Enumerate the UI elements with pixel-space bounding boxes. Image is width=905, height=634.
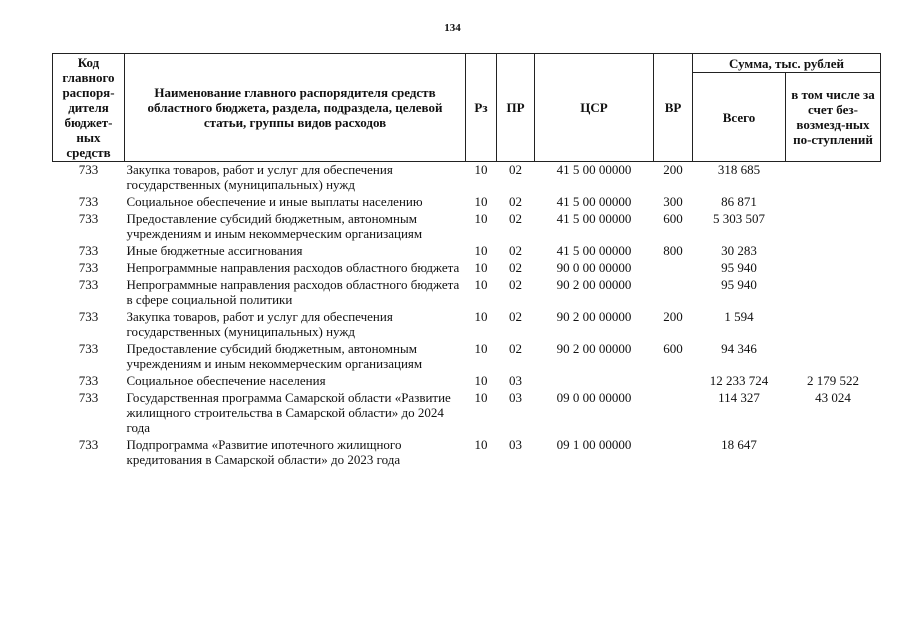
cell-free [786,243,881,260]
cell-rz: 10 [474,260,488,275]
budget-table [52,53,881,469]
cell-rz: 10 [474,277,488,292]
cell-vr [654,437,693,469]
table-row [53,309,881,341]
header-code: Код главного распоря-дителя бюджет-ных средств [53,54,125,162]
page-number: 134 [444,22,461,34]
cell-name: Подпрограмма «Развитие ипотечного жилищного кредитования в Самарской области» до 2023 года [126,437,402,467]
cell-code: 733 [78,341,99,356]
cell-code: 733 [78,437,99,452]
cell-free [786,260,881,277]
header-pr: ПР [497,54,535,162]
cell-free [786,277,881,309]
cell-csr: 41 5 00 00000 [556,162,632,177]
cell-csr: 90 2 00 00000 [556,341,632,356]
cell-pr: 03 [509,437,522,452]
cell-rz: 10 [474,341,488,356]
table-row [53,260,881,277]
cell-csr: 90 2 00 00000 [556,277,632,292]
cell-total: 95 940 [721,260,757,275]
header-sum: Сумма, тыс. рублей [693,54,881,73]
cell-total: 18 647 [721,437,757,452]
cell-pr: 02 [509,162,522,177]
cell-vr: 200 [663,309,683,324]
cell-free [786,309,881,341]
cell-free [786,211,881,243]
cell-code: 733 [78,277,99,292]
table-row [53,277,881,309]
cell-pr: 03 [509,373,522,388]
cell-pr: 02 [509,211,522,226]
cell-rz: 10 [474,162,488,177]
cell-name: Государственная программа Самарской области «Развитие жилищного строительства в Самарской области» до 2024 года [126,390,451,435]
cell-vr [654,390,693,437]
cell-rz: 10 [474,211,488,226]
cell-code: 733 [78,373,99,388]
header-free: в том числе за счет без-возмезд-ных по-ступлений [786,73,881,162]
cell-total: 30 283 [721,243,757,258]
table-row [53,211,881,243]
cell-name: Закупка товаров, работ и услуг для обеспечения государственных (муниципальных) нужд [126,162,393,192]
cell-vr [654,373,693,390]
cell-rz: 10 [474,309,488,324]
cell-pr: 02 [509,341,522,356]
cell-total: 86 871 [721,194,757,209]
header-vr: ВР [654,54,693,162]
header-total: Всего [693,73,786,162]
cell-rz: 10 [474,243,488,258]
cell-rz: 10 [474,437,488,452]
cell-free: 43 024 [815,390,851,405]
cell-pr: 02 [509,260,522,275]
cell-pr: 02 [509,277,522,292]
cell-name: Иные бюджетные ассигнования [126,243,303,258]
cell-vr: 200 [663,162,683,177]
cell-vr: 600 [663,211,683,226]
cell-code: 733 [78,194,99,209]
cell-vr: 600 [663,341,683,356]
cell-csr: 41 5 00 00000 [556,211,632,226]
cell-free [786,437,881,469]
cell-name: Закупка товаров, работ и услуг для обеспечения государственных (муниципальных) нужд [126,309,393,339]
cell-code: 733 [78,260,99,275]
cell-pr: 02 [509,243,522,258]
cell-csr: 09 0 00 00000 [556,390,632,405]
cell-csr [535,373,654,390]
cell-pr: 02 [509,194,522,209]
cell-total: 1 594 [724,309,754,324]
cell-free [786,341,881,373]
cell-name: Социальное обеспечение населения [126,373,326,388]
cell-name: Предоставление субсидий бюджетным, автономным учреждениям и иным некоммерческим организациям [126,341,423,371]
cell-csr: 41 5 00 00000 [556,243,632,258]
cell-name: Непрограммные направления расходов областного бюджета [126,260,460,275]
cell-total: 114 327 [718,390,760,405]
cell-rz: 10 [474,390,488,405]
header-rz: Рз [466,54,497,162]
table-row [53,243,881,260]
cell-free [786,162,881,195]
cell-pr: 02 [509,309,522,324]
cell-vr [654,277,693,309]
table-row [53,194,881,211]
cell-name: Непрограммные направления расходов областного бюджета в сфере социальной политики [126,277,460,307]
cell-name: Социальное обеспечение и иные выплаты населению [126,194,423,209]
cell-free: 2 179 522 [807,373,859,388]
cell-code: 733 [78,162,99,177]
table-row [53,341,881,373]
cell-total: 94 346 [721,341,757,356]
cell-rz: 10 [474,373,488,388]
cell-code: 733 [78,211,99,226]
cell-total: 318 685 [717,162,761,177]
cell-total: 5 303 507 [713,211,765,226]
cell-vr: 300 [663,194,683,209]
cell-free [786,194,881,211]
cell-code: 733 [78,309,99,324]
cell-vr: 800 [663,243,683,258]
cell-vr [654,260,693,277]
cell-code: 733 [78,243,99,258]
table-row [53,390,881,437]
cell-rz: 10 [474,194,488,209]
cell-csr: 41 5 00 00000 [556,194,632,209]
cell-code: 733 [78,390,99,405]
table-row [53,437,881,469]
header-csr: ЦСР [535,54,654,162]
cell-csr: 90 2 00 00000 [556,309,632,324]
cell-name: Предоставление субсидий бюджетным, автономным учреждениям и иным некоммерческим организациям [126,211,423,241]
cell-total: 95 940 [721,277,757,292]
table-header [53,54,881,162]
cell-pr: 03 [509,390,522,405]
table-body [53,162,881,470]
table-row [53,162,881,195]
table-row [53,373,881,390]
cell-total: 12 233 724 [709,373,769,388]
header-name: Наименование главного распорядителя средств областного бюджета, раздела, подраздела, целевой статьи, группы видов расходов [125,54,466,162]
cell-csr: 90 0 00 00000 [556,260,632,275]
cell-csr: 09 1 00 00000 [556,437,632,452]
